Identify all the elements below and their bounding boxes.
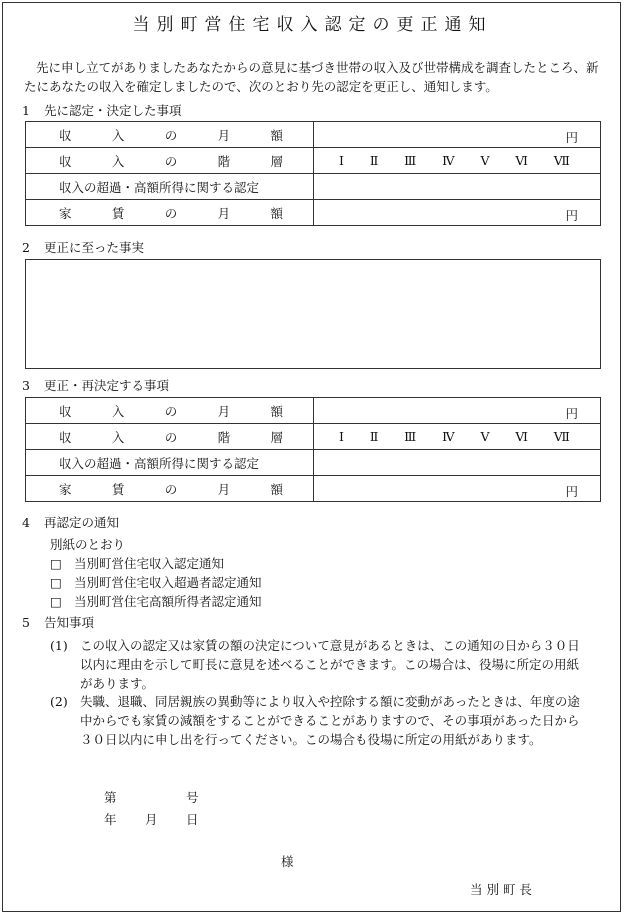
- section-3-heading: [22, 376, 169, 394]
- rent-monthly-field[interactable]: [314, 476, 601, 502]
- excess-income-label: 収入の超過・高額所得に関する認定: [26, 450, 314, 476]
- yen-unit: 円: [565, 130, 578, 145]
- table-row: [26, 174, 601, 200]
- table-row: [26, 200, 601, 226]
- income-level-options[interactable]: [314, 424, 601, 450]
- table-row: [26, 424, 601, 450]
- note-mark: (2): [50, 694, 68, 709]
- excess-income-field[interactable]: [314, 174, 601, 200]
- level-option[interactable]: Ⅲ: [404, 429, 417, 444]
- intro-paragraph: 先に申し立てがありましたあなたからの意見に基づき世帯の収入及び世帯構成を調査したところ、新たにあなたの収入を確定しましたので、次のとおり先の認定を更正し、通知します。: [24, 60, 599, 94]
- level-option[interactable]: Ⅵ: [515, 153, 528, 168]
- note-text: この収入の認定又は家賃の額の決定について意見があるときは、この通知の日から３０日以内に理由を示して町長に意見を述べることができます。この場合は、役場に所定の用紙があります。: [80, 638, 580, 691]
- section-4-heading: [22, 513, 119, 531]
- notice-option[interactable]: [50, 573, 262, 591]
- section-title: 更正・再決定する事項: [44, 378, 170, 393]
- redecision-table: [25, 397, 601, 502]
- income-monthly-field[interactable]: [314, 398, 601, 424]
- notice-option[interactable]: [50, 554, 224, 572]
- section-title: 告知事項: [44, 615, 95, 630]
- recipient-honorific: 様: [281, 854, 294, 869]
- table-row: [26, 476, 601, 502]
- income-monthly-field[interactable]: [314, 122, 601, 148]
- checkbox-icon[interactable]: □: [50, 594, 62, 609]
- option-label: 当別町営住宅高額所得者認定通知: [74, 594, 262, 609]
- level-option[interactable]: Ⅴ: [480, 429, 490, 444]
- table-row: [26, 122, 601, 148]
- section-5-heading: [22, 613, 94, 631]
- table-row: [26, 398, 601, 424]
- income-monthly-label: 収 入 の 月 額: [26, 398, 314, 424]
- section-number: 2: [22, 240, 30, 255]
- section-title: 再認定の通知: [44, 515, 120, 530]
- income-monthly-label: 収 入 の 月 額: [26, 122, 314, 148]
- date-month: 月: [145, 812, 158, 827]
- section-title: 更正に至った事実: [44, 240, 145, 255]
- level-option[interactable]: Ⅵ: [515, 429, 528, 444]
- yen-unit: 円: [565, 208, 578, 223]
- note-item: [50, 692, 590, 749]
- excess-income-label: 収入の超過・高額所得に関する認定: [26, 174, 314, 200]
- notice-option[interactable]: [50, 592, 262, 610]
- yen-unit: 円: [565, 406, 578, 421]
- table-row: [26, 148, 601, 174]
- number-prefix: 第: [104, 790, 117, 805]
- rent-monthly-label: 家 賃 の 月 額: [26, 200, 314, 226]
- section-1-heading: [22, 101, 182, 119]
- checkbox-icon[interactable]: □: [50, 556, 62, 571]
- section-number: 3: [22, 378, 30, 393]
- correction-facts-box[interactable]: [25, 259, 601, 369]
- level-option[interactable]: Ⅶ: [553, 153, 570, 168]
- section-number: 1: [22, 103, 30, 118]
- level-option[interactable]: Ⅰ: [339, 153, 344, 168]
- yen-unit: 円: [565, 484, 578, 499]
- option-label: 当別町営住宅収入認定通知: [74, 556, 225, 571]
- document-title: 当別町営住宅収入認定の更正通知: [132, 15, 493, 35]
- table-row: [26, 450, 601, 476]
- issuer-name: 当 別 町 長: [470, 882, 532, 897]
- level-option[interactable]: Ⅱ: [369, 153, 379, 168]
- level-option[interactable]: Ⅱ: [369, 429, 379, 444]
- note-text: 失職、退職、同居親族の異動等により収入や控除する額に変動があったときは、年度の途中からでも家賃の減額をすることができることがありますので、その事項があった日から３０日以内に申し出を行ってください。この場合も役場に所定の用紙があります。: [80, 694, 580, 747]
- option-label: 当別町営住宅収入超過者認定通知: [74, 575, 262, 590]
- number-suffix: 号: [186, 790, 199, 805]
- previous-decision-table: [25, 121, 601, 226]
- section-2-heading: [22, 238, 144, 256]
- section-number: 4: [22, 515, 30, 530]
- date-day: 日: [186, 812, 199, 827]
- level-option[interactable]: Ⅴ: [480, 153, 490, 168]
- rent-monthly-field[interactable]: [314, 200, 601, 226]
- note-item: [50, 636, 590, 693]
- level-option[interactable]: Ⅳ: [442, 429, 455, 444]
- date-year: 年: [104, 812, 117, 827]
- level-option[interactable]: Ⅰ: [339, 429, 344, 444]
- income-level-label: 収 入 の 階 層: [26, 424, 314, 450]
- checkbox-icon[interactable]: □: [50, 575, 62, 590]
- section-number: 5: [22, 615, 30, 630]
- rent-monthly-label: 家 賃 の 月 額: [26, 476, 314, 502]
- level-option[interactable]: Ⅶ: [553, 429, 570, 444]
- note-mark: (1): [50, 638, 68, 653]
- level-option[interactable]: Ⅲ: [404, 153, 417, 168]
- income-level-label: 収 入 の 階 層: [26, 148, 314, 174]
- section-title: 先に認定・決定した事項: [44, 103, 182, 118]
- notice-intro: 別紙のとおり: [50, 537, 126, 552]
- excess-income-field[interactable]: [314, 450, 601, 476]
- level-option[interactable]: Ⅳ: [442, 153, 455, 168]
- income-level-options[interactable]: [314, 148, 601, 174]
